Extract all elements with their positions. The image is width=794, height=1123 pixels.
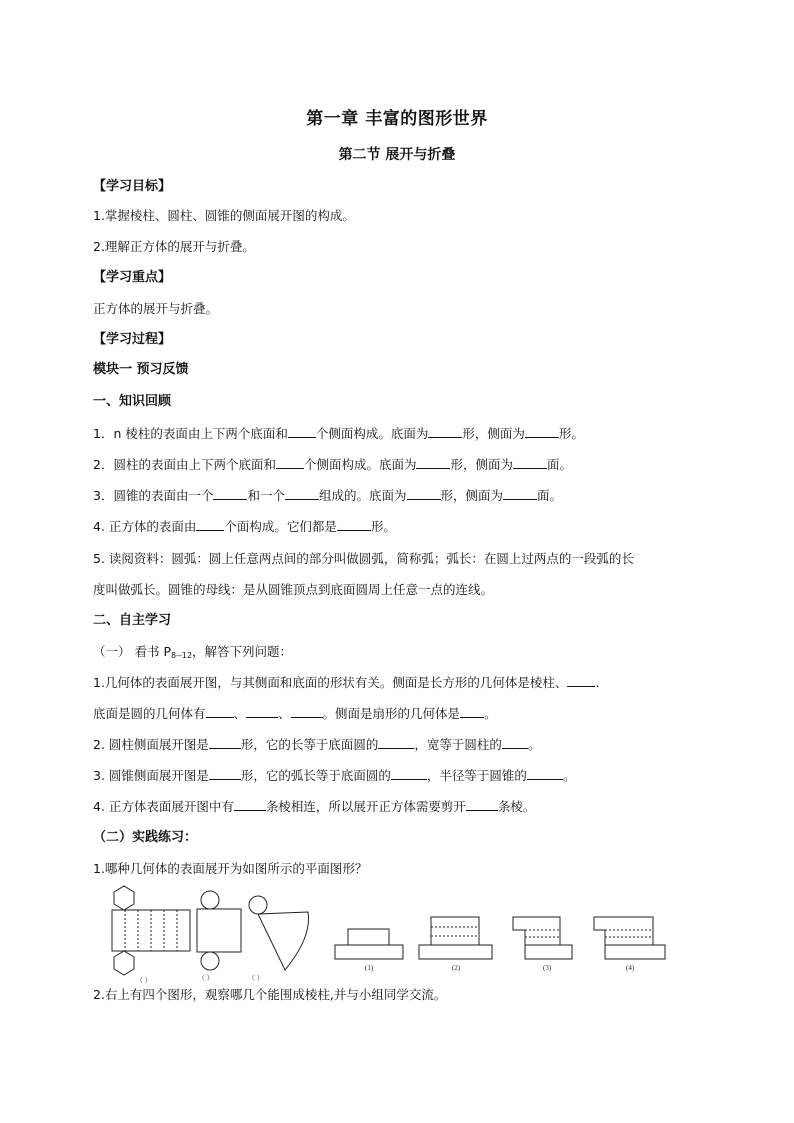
question-text: 个侧面构成。底面为 (315, 426, 429, 441)
question-text: 1.几何体的表面展开图，与其侧面和底面的形状有关。侧面是长方形的几何体是棱柱、 (93, 675, 568, 690)
self-study-question-3 (93, 767, 575, 785)
answer-blank[interactable] (428, 425, 462, 438)
goals-heading: 【学习目标】 (93, 179, 172, 194)
self-study-question-4 (93, 798, 535, 816)
answer-blank[interactable] (502, 736, 528, 749)
answer-blank[interactable] (527, 767, 563, 780)
answer-blank[interactable] (460, 705, 484, 718)
answer-blank[interactable] (234, 798, 266, 811)
question-text: 2. 圆柱侧面展开图是 (93, 737, 209, 752)
answer-paren[interactable]: （ ） (248, 974, 264, 982)
goal-item: 1.掌握棱柱、圆柱、圆锥的侧面展开图的构成。 (93, 208, 355, 223)
chapter-title: 第一章 丰富的图形世界 (306, 109, 488, 129)
review-heading: 一、知识回顾 (93, 394, 172, 409)
question-text: ，半径等于圆锥的 (426, 768, 527, 783)
question-text: ，宽等于圆柱的 (414, 737, 502, 752)
question-text: 个侧面构成。底面为 (303, 457, 417, 472)
question-text: 形。 (558, 426, 584, 441)
answer-blank[interactable] (209, 767, 241, 780)
net-figures (100, 885, 680, 985)
question-text: 。侧面是扇形的几何体是 (322, 706, 461, 721)
hexagonal-prism-net (112, 886, 190, 975)
question-text: 个面构成。它们都是 (224, 519, 337, 534)
answer-blank[interactable] (567, 674, 595, 687)
module-heading: 模块一 预习反馈 (93, 362, 189, 377)
nets-svg (100, 885, 680, 985)
figure-label: (1) (365, 964, 374, 972)
question-text: 。 (562, 768, 576, 783)
cylinder-net (197, 891, 241, 970)
answer-blank[interactable] (525, 425, 559, 438)
question-text: 4. 正方体表面展开图中有 (93, 799, 234, 814)
figure-label: (4) (626, 964, 635, 972)
self-study-heading: 二、自主学习 (93, 613, 172, 628)
self-study-question-1-cont (93, 705, 497, 723)
question-text: 形。 (370, 519, 396, 534)
page-range: 8--12 (171, 651, 193, 660)
question-text: 1．n 棱柱的表面由上下两个底面和 (93, 426, 288, 441)
answer-paren[interactable]: （ ） (198, 974, 214, 982)
practice-heading: （二）实践练习： (93, 830, 198, 845)
question-text: 面。 (537, 488, 563, 503)
answer-blank[interactable] (513, 456, 547, 469)
prism-figure-3 (513, 917, 572, 959)
question-text: 面。 (547, 457, 573, 472)
self-study-intro (93, 643, 292, 665)
figure-label: (3) (543, 964, 552, 972)
question-text: 4. 正方体的表面由 (93, 519, 197, 534)
section-title: 第二节 展开与折叠 (338, 147, 456, 163)
question-text: 条棱相连，所以展开正方体需要剪开 (265, 799, 466, 814)
answer-blank[interactable] (213, 487, 247, 500)
goal-item: 2.理解正方体的展开与折叠。 (93, 239, 255, 254)
question-text: 和一个 (247, 488, 285, 503)
answer-blank[interactable] (378, 736, 414, 749)
review-question-1 (93, 425, 584, 443)
review-reading-line-1: 5. 读阅资料：圆弧：圆上任意两点间的部分叫做圆弧，简称弧；弧长：在圆上过两点的一段弧的长 (93, 551, 634, 566)
answer-blank[interactable] (503, 487, 537, 500)
answer-blank[interactable] (276, 456, 304, 469)
key-points-heading: 【学习重点】 (93, 270, 172, 285)
answer-blank[interactable] (288, 425, 316, 438)
answer-paren[interactable]: （ ） (136, 976, 152, 984)
answer-blank[interactable] (391, 767, 427, 780)
intro-text: ，解答下列问题： (192, 644, 293, 659)
question-text: 。 (484, 706, 497, 721)
answer-blank[interactable] (416, 456, 450, 469)
answer-blank[interactable] (466, 798, 498, 811)
review-question-4 (93, 518, 396, 536)
separator: 、 (233, 706, 247, 721)
question-text: . (595, 675, 600, 690)
question-text: 条棱。 (497, 799, 536, 814)
self-study-question-1 (93, 674, 599, 692)
answer-blank[interactable] (337, 518, 371, 531)
prism-figure-2 (419, 917, 492, 959)
cone-net (249, 896, 309, 970)
answer-blank[interactable] (285, 487, 319, 500)
question-text: 形，侧面为 (440, 488, 504, 503)
answer-blank[interactable] (206, 705, 234, 718)
figure-label: (2) (452, 964, 461, 972)
practice-question-1: 1.哪种几何体的表面展开为如图所示的平面图形？ (93, 861, 368, 876)
process-heading: 【学习过程】 (93, 332, 172, 347)
self-study-question-2 (93, 736, 540, 754)
prism-figure-1 (335, 929, 403, 959)
review-reading-line-2: 度叫做弧长。圆锥的母线：是从圆锥顶点到底面圆周上任意一点的连线。 (93, 582, 494, 597)
practice-question-2: 2.右上有四个图形，观察哪几个能围成棱柱,并与小组同学交流。 (93, 987, 447, 1002)
question-text: 底面是圆的几何体有 (93, 706, 206, 721)
question-text: 3．圆锥的表面由一个 (93, 488, 214, 503)
question-text: 形，它的长等于底面圆的 (240, 737, 379, 752)
answer-blank[interactable] (246, 705, 278, 718)
question-text: 3. 圆锥侧面展开图是 (93, 768, 209, 783)
review-question-2 (93, 456, 572, 474)
answer-blank[interactable] (209, 736, 241, 749)
answer-blank[interactable] (407, 487, 441, 500)
question-text: 。 (527, 737, 541, 752)
answer-blank[interactable] (196, 518, 224, 531)
intro-text: （一） 看书 P (93, 644, 171, 659)
question-text: 组成的。底面为 (318, 488, 407, 503)
review-question-3 (93, 487, 562, 505)
question-text: 形，侧面为 (450, 457, 513, 472)
question-text: 2．圆柱的表面由上下两个底面和 (93, 457, 276, 472)
answer-blank[interactable] (291, 705, 323, 718)
question-text: 形，侧面为 (462, 426, 525, 441)
separator: 、 (278, 706, 291, 721)
prism-figure-4 (594, 917, 665, 959)
key-points-text: 正方体的展开与折叠。 (93, 301, 219, 316)
question-text: 形，它的弧长等于底面圆的 (240, 768, 391, 783)
